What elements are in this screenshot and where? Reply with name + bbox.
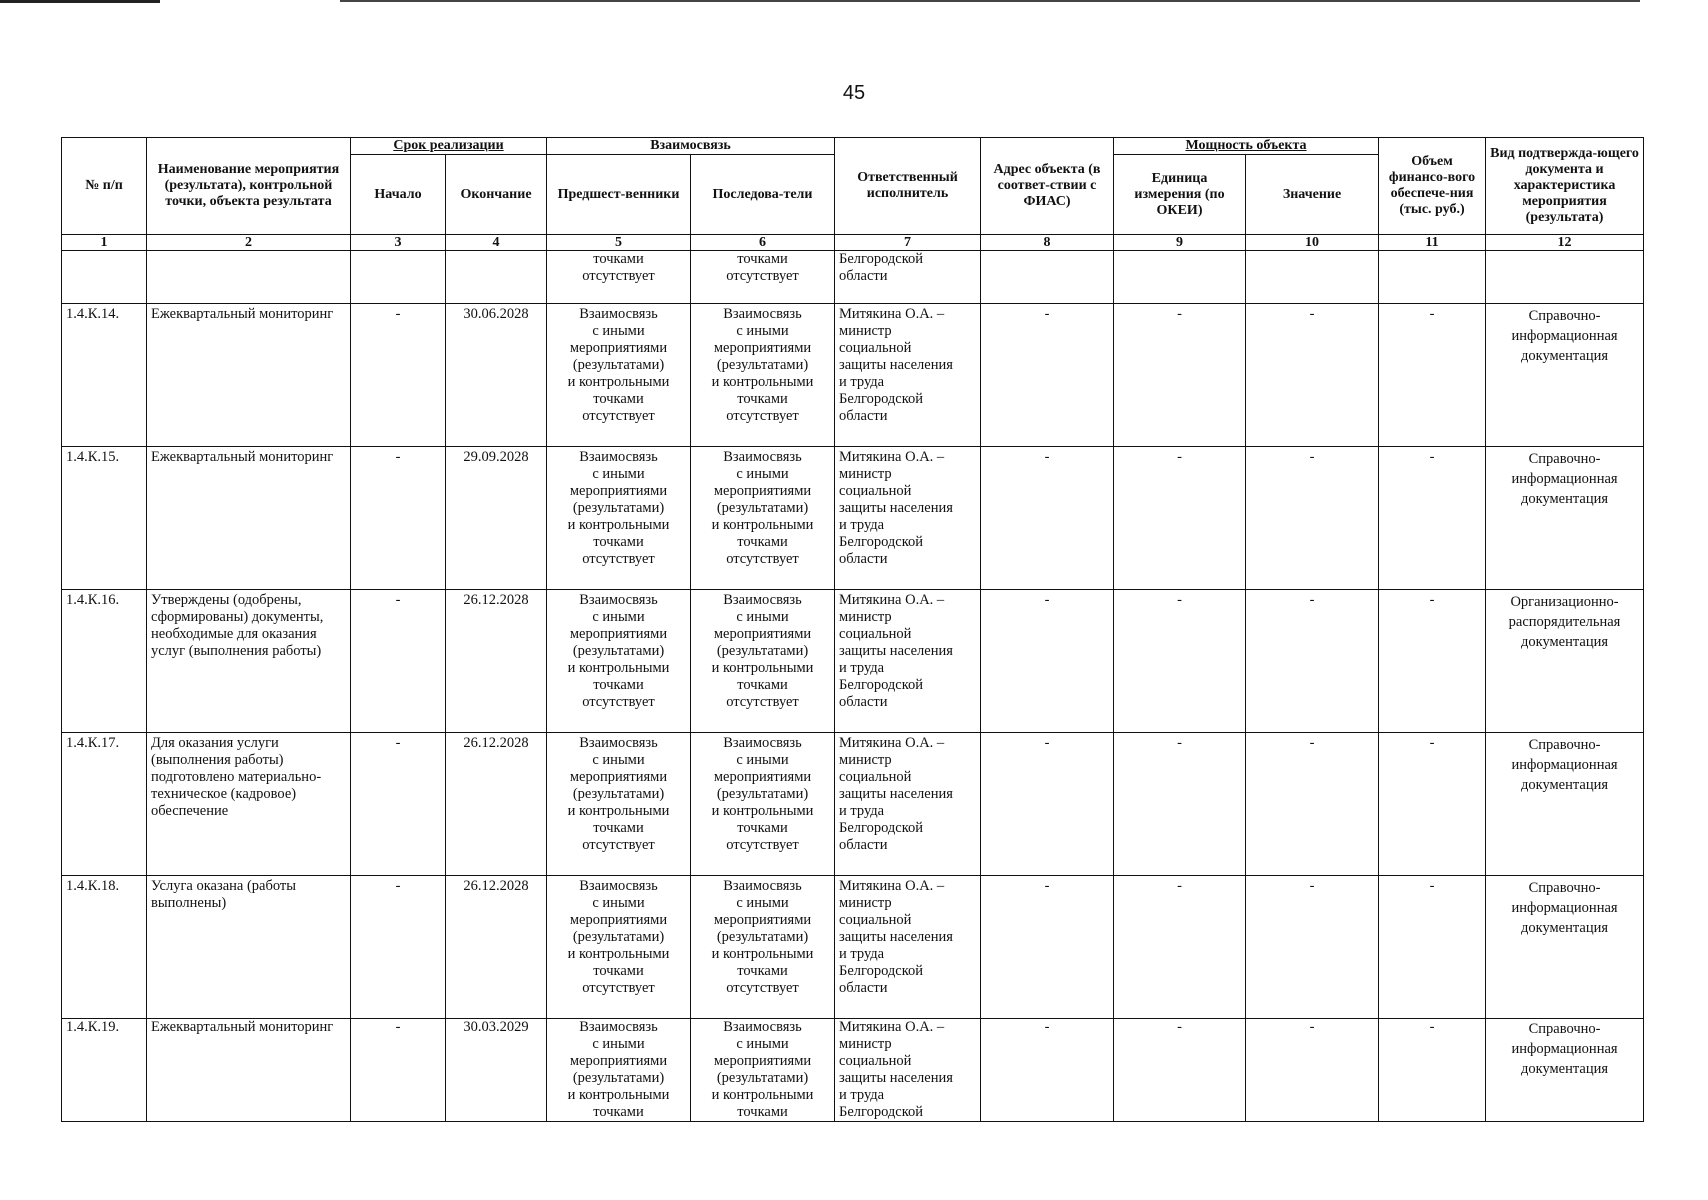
table-row [62, 1019, 1644, 1122]
link-text-line: отсутствует [582, 551, 655, 567]
cell-value [1246, 733, 1379, 876]
link-text-line: с иными [592, 752, 645, 768]
header-doc: Вид подтвержда-ющего документа и характеристика мероприятия (результата) [1486, 138, 1644, 235]
cell-predecessors [547, 304, 691, 447]
header-group-power: Мощность объекта [1114, 138, 1379, 155]
link-text-line: точками [737, 534, 788, 550]
responsible-line: Митякина О.А. – [839, 449, 945, 465]
link-text-line: точками [737, 963, 788, 979]
responsible-line: области [839, 837, 888, 853]
header-succ: Последова-тели [691, 155, 835, 235]
cell-end: 30.03.2029 [446, 1019, 547, 1122]
cell-empty [446, 251, 547, 304]
cell-value [1246, 876, 1379, 1019]
link-text-line: (результатами) [716, 500, 809, 516]
responsible-line: министр [839, 609, 892, 625]
responsible-line: защиты населения [839, 1070, 953, 1086]
cell-successors [691, 876, 835, 1019]
link-text-line: отсутствует [726, 980, 799, 996]
cell-predecessors [547, 590, 691, 733]
link-text-line: мероприятиями [569, 1053, 668, 1069]
cell-number: 1.4.К.17. [62, 733, 147, 876]
document-type-line: документация [1520, 491, 1609, 507]
link-text-line: и контрольными [711, 1087, 814, 1103]
cell-finance [1379, 304, 1486, 447]
link-text-line: и контрольными [711, 517, 814, 533]
link-text-line: (результатами) [572, 929, 665, 945]
responsible-line: социальной [839, 626, 912, 642]
dash-mark: - [1177, 1019, 1182, 1035]
cell-unit [1114, 733, 1246, 876]
link-text-line: отсутствует [726, 551, 799, 567]
link-text-line: и контрольными [567, 660, 670, 676]
cell-empty [147, 251, 351, 304]
dash-mark: - [1044, 735, 1050, 751]
link-text-line: (результатами) [716, 929, 809, 945]
cell-number: 1.4.К.14. [62, 304, 147, 447]
link-text-line: с иными [736, 895, 789, 911]
dash-mark: - [1177, 878, 1182, 894]
link-text-line: с иными [736, 752, 789, 768]
link-text-line: Взаимосвязь [579, 449, 658, 465]
responsible-line: Белгородской [839, 1104, 924, 1120]
link-text-line: мероприятиями [569, 769, 668, 785]
cell-empty [1246, 251, 1379, 304]
column-number: 5 [547, 235, 691, 251]
link-text-line: точками [593, 820, 644, 836]
cell-address [981, 590, 1114, 733]
cell-predecessors [547, 733, 691, 876]
column-number: 10 [1246, 235, 1379, 251]
cell-start: - [351, 304, 446, 447]
dash-mark: - [1044, 1019, 1050, 1035]
link-text-line: (результатами) [716, 786, 809, 802]
responsible-line: и труда [839, 660, 885, 676]
responsible-line: социальной [839, 483, 912, 499]
link-text-line: Взаимосвязь [723, 306, 802, 322]
cell-address [981, 733, 1114, 876]
link-text-line: (результатами) [572, 500, 665, 516]
responsible-line: Белгородской [839, 391, 924, 407]
responsible-line: Митякина О.А. – [839, 306, 945, 322]
cell-responsible [835, 876, 981, 1019]
link-text-line: Взаимосвязь [579, 592, 658, 608]
plan-table [61, 137, 1644, 1122]
cell-value [1246, 1019, 1379, 1122]
responsible-line: Митякина О.А. – [839, 592, 945, 608]
responsible-line: и труда [839, 517, 885, 533]
cell-end: 26.12.2028 [446, 876, 547, 1019]
responsible-line: министр [839, 323, 892, 339]
header-address: Адрес объекта (в соответ-ствии с ФИАС) [981, 138, 1114, 235]
cell-name: Ежеквартальный мониторинг [147, 304, 351, 447]
responsible-line: защиты населения [839, 929, 953, 945]
cell-finance [1379, 590, 1486, 733]
table-row [62, 876, 1644, 1019]
link-text-line: с иными [592, 1036, 645, 1052]
table-row [62, 447, 1644, 590]
link-text-line: точками [593, 677, 644, 693]
responsible-line: Митякина О.А. – [839, 878, 945, 894]
responsible-line: Белгородской [839, 534, 924, 550]
link-text-line: (результатами) [572, 786, 665, 802]
cell-responsible [835, 1019, 981, 1122]
link-text-line: и контрольными [567, 946, 670, 962]
link-text-line: (результатами) [716, 643, 809, 659]
header-finance: Объем финансо-вого обеспече-ния (тыс. руб.) [1379, 138, 1486, 235]
document-type-line: документация [1520, 348, 1609, 364]
responsible-line: социальной [839, 340, 912, 356]
dash-mark: - [1309, 878, 1315, 894]
cell-document-type [1486, 876, 1644, 1019]
header-pred: Предшест-венники [547, 155, 691, 235]
cell-successors [691, 590, 835, 733]
link-text-line: мероприятиями [713, 1053, 812, 1069]
link-text-line: отсутствует [726, 408, 799, 424]
link-text-line: с иными [592, 895, 645, 911]
link-text-line: точками [593, 963, 644, 979]
link-text-line: и контрольными [711, 803, 814, 819]
cell-start: - [351, 590, 446, 733]
header-start: Начало [351, 155, 446, 235]
link-text-line: мероприятиями [569, 626, 668, 642]
cell-successors [691, 733, 835, 876]
link-text-line: с иными [736, 1036, 789, 1052]
cell-start: - [351, 876, 446, 1019]
link-text-line: точками [737, 820, 788, 836]
document-type-line: Справочно- [1528, 308, 1601, 324]
cell-start: - [351, 733, 446, 876]
responsible-line: защиты населения [839, 786, 953, 802]
column-number: 1 [62, 235, 147, 251]
link-text-line: отсутствует [582, 694, 655, 710]
header-end: Окончание [446, 155, 547, 235]
dash-mark: - [1309, 449, 1315, 465]
link-text-line: Взаимосвязь [723, 592, 802, 608]
link-text-line: точками [737, 677, 788, 693]
cell-number: 1.4.К.18. [62, 876, 147, 1019]
cell-finance [1379, 447, 1486, 590]
cell-finance [1379, 733, 1486, 876]
document-type-line: документация [1520, 1061, 1609, 1077]
responsible-line: и труда [839, 374, 885, 390]
responsible-line: Митякина О.А. – [839, 1019, 945, 1035]
document-type-line: информационная [1511, 900, 1618, 916]
document-type-line: информационная [1511, 757, 1618, 773]
responsible-line: области [839, 980, 888, 996]
cell-end: 29.09.2028 [446, 447, 547, 590]
table-row [62, 590, 1644, 733]
cell-unit [1114, 447, 1246, 590]
link-text-line: отсутствует [582, 980, 655, 996]
cell-predecessors [547, 1019, 691, 1122]
table-row [62, 733, 1644, 876]
link-text-line: с иными [736, 466, 789, 482]
link-text-line: и контрольными [711, 946, 814, 962]
scan-edge-left [0, 0, 160, 3]
link-text-line: мероприятиями [713, 340, 812, 356]
dash-mark: - [1044, 306, 1050, 322]
link-text-line: отсутствует [582, 837, 655, 853]
table-row-continuation [62, 251, 1644, 304]
dash-mark: - [1177, 306, 1182, 322]
column-number: 4 [446, 235, 547, 251]
cell-number: 1.4.К.16. [62, 590, 147, 733]
link-text-line: (результатами) [572, 357, 665, 373]
cell-predecessors [547, 876, 691, 1019]
document-type-line: информационная [1511, 1041, 1618, 1057]
link-text-line: отсутствует [726, 694, 799, 710]
cell-name: Ежеквартальный мониторинг [147, 447, 351, 590]
cell-finance [1379, 1019, 1486, 1122]
link-text-line: Взаимосвязь [723, 1019, 802, 1035]
responsible-line: социальной [839, 1053, 912, 1069]
link-text-line: с иными [592, 323, 645, 339]
column-number: 12 [1486, 235, 1644, 251]
dash-mark: - [1429, 592, 1435, 608]
cell-end: 26.12.2028 [446, 733, 547, 876]
link-text-line: Взаимосвязь [579, 878, 658, 894]
link-text-line: отсутствует [726, 837, 799, 853]
dash-mark: - [1429, 449, 1435, 465]
link-text-line: с иными [592, 609, 645, 625]
link-text-line: с иными [736, 609, 789, 625]
responsible-line: министр [839, 895, 892, 911]
dash-mark: - [1309, 735, 1315, 751]
cell-document-type [1486, 590, 1644, 733]
link-text-line: и контрольными [567, 374, 670, 390]
header-group-link: Взаимосвязь [547, 138, 835, 155]
cell-successors [691, 447, 835, 590]
responsible-line: области [839, 408, 888, 424]
document-type-line: информационная [1511, 328, 1618, 344]
dash-mark: - [1044, 878, 1050, 894]
link-text-line: с иными [736, 323, 789, 339]
link-text-line: точками [593, 534, 644, 550]
responsible-line: области [839, 694, 888, 710]
cell-empty [1379, 251, 1486, 304]
header-unit: Единица измерения (по ОКЕИ) [1114, 155, 1246, 235]
cell-number: 1.4.К.19. [62, 1019, 147, 1122]
cell-responsible [835, 590, 981, 733]
cell-address [981, 304, 1114, 447]
cell-address [981, 876, 1114, 1019]
link-text-line: и контрольными [711, 660, 814, 676]
responsible-line: министр [839, 466, 892, 482]
link-text-line: (результатами) [572, 1070, 665, 1086]
link-text-line: Взаимосвязь [723, 449, 802, 465]
cell-value [1246, 590, 1379, 733]
link-text-line: мероприятиями [713, 912, 812, 928]
link-text-line: Взаимосвязь [579, 735, 658, 751]
cell-start: - [351, 447, 446, 590]
column-number: 8 [981, 235, 1114, 251]
link-text-line: мероприятиями [713, 626, 812, 642]
document-type-line: Справочно- [1528, 451, 1601, 467]
link-text-line: мероприятиями [569, 912, 668, 928]
cell-responsible [835, 733, 981, 876]
cell-address [981, 447, 1114, 590]
cell-finance [1379, 876, 1486, 1019]
dash-mark: - [1044, 449, 1050, 465]
dash-mark: - [1044, 592, 1050, 608]
dash-mark: - [1429, 878, 1435, 894]
dash-mark: - [1309, 592, 1315, 608]
link-text-line: Взаимосвязь [723, 735, 802, 751]
dash-mark: - [1309, 1019, 1315, 1035]
link-text-line: мероприятиями [713, 483, 812, 499]
link-text-line: и контрольными [567, 1087, 670, 1103]
column-number: 2 [147, 235, 351, 251]
link-text-line: Взаимосвязь [723, 878, 802, 894]
column-number: 11 [1379, 235, 1486, 251]
link-text-line: (результатами) [716, 357, 809, 373]
document-type-line: распорядительная [1508, 614, 1621, 630]
cell-successors: точками отсутствует [691, 251, 835, 304]
document-type-line: документация [1520, 777, 1609, 793]
responsible-line: социальной [839, 912, 912, 928]
cell-empty [1486, 251, 1644, 304]
cell-successors [691, 1019, 835, 1122]
link-text-line: и контрольными [711, 374, 814, 390]
header-responsible: Ответственный исполнитель [835, 138, 981, 235]
link-text-line: мероприятиями [569, 483, 668, 499]
page-number: 45 [842, 82, 866, 104]
dash-mark: - [1309, 306, 1315, 322]
cell-document-type [1486, 447, 1644, 590]
responsible-line: защиты населения [839, 643, 953, 659]
dash-mark: - [1429, 1019, 1435, 1035]
responsible-line: министр [839, 752, 892, 768]
responsible-line: Митякина О.А. – [839, 735, 945, 751]
link-text-line: точками [737, 391, 788, 407]
cell-responsible [835, 447, 981, 590]
cell-address [981, 1019, 1114, 1122]
document-type-line: Справочно- [1528, 1021, 1601, 1037]
responsible-line: области [839, 551, 888, 567]
document-type-line: Организационно- [1510, 594, 1619, 610]
link-text-line: и контрольными [567, 803, 670, 819]
cell-predecessors: точками отсутствует [547, 251, 691, 304]
dash-mark: - [1429, 735, 1435, 751]
dash-mark: - [1429, 306, 1435, 322]
cell-empty [981, 251, 1114, 304]
cell-document-type [1486, 733, 1644, 876]
cell-unit [1114, 304, 1246, 447]
document-type-line: Справочно- [1528, 737, 1601, 753]
cell-start: - [351, 1019, 446, 1122]
dash-mark: - [1177, 592, 1182, 608]
cell-empty [1114, 251, 1246, 304]
cell-empty [351, 251, 446, 304]
document-type-line: Справочно- [1528, 880, 1601, 896]
cell-unit [1114, 1019, 1246, 1122]
cell-name: Ежеквартальный мониторинг [147, 1019, 351, 1122]
cell-number: 1.4.К.15. [62, 447, 147, 590]
responsible-line: и труда [839, 1087, 885, 1103]
responsible-line: защиты населения [839, 357, 953, 373]
column-number: 6 [691, 235, 835, 251]
scan-edge-right [340, 0, 1640, 2]
responsible-line: Белгородской [839, 677, 924, 693]
cell-responsible [835, 304, 981, 447]
link-text-line: (результатами) [716, 1070, 809, 1086]
document-type-line: информационная [1511, 471, 1618, 487]
link-text-line: мероприятиями [569, 340, 668, 356]
column-number: 7 [835, 235, 981, 251]
dash-mark: - [1177, 735, 1182, 751]
cell-unit [1114, 590, 1246, 733]
link-text-line: (результатами) [572, 643, 665, 659]
link-text-line: с иными [592, 466, 645, 482]
responsible-line: и труда [839, 946, 885, 962]
responsible-line: министр [839, 1036, 892, 1052]
column-number: 3 [351, 235, 446, 251]
header-name: Наименование мероприятия (результата), контрольной точки, объекта результата [147, 138, 351, 235]
header-group-term: Срок реализации [351, 138, 547, 155]
cell-name: Утверждены (одобрены, сформированы) документы, необходимые для оказания услуг (выполнения работы) [147, 590, 351, 733]
header-num: № п/п [62, 138, 147, 235]
cell-value [1246, 304, 1379, 447]
cell-responsible: Белгородской области [835, 251, 981, 304]
document-type-line: документация [1520, 634, 1609, 650]
link-text-line: точками [593, 1104, 644, 1120]
cell-name: Услуга оказана (работы выполнены) [147, 876, 351, 1019]
responsible-line: и труда [839, 803, 885, 819]
responsible-line: защиты населения [839, 500, 953, 516]
table-row [62, 304, 1644, 447]
cell-name: Для оказания услуги (выполнения работы) подготовлено материально-техническое (кадровое) обеспечение [147, 733, 351, 876]
header-value: Значение [1246, 155, 1379, 235]
responsible-line: Белгородской [839, 963, 924, 979]
cell-document-type [1486, 1019, 1644, 1122]
link-text-line: Взаимосвязь [579, 306, 658, 322]
cell-unit [1114, 876, 1246, 1019]
dash-mark: - [1177, 449, 1182, 465]
link-text-line: точками [737, 1104, 788, 1120]
responsible-line: социальной [839, 769, 912, 785]
link-text-line: мероприятиями [713, 769, 812, 785]
cell-successors [691, 304, 835, 447]
cell-document-type [1486, 304, 1644, 447]
document-type-line: документация [1520, 920, 1609, 936]
link-text-line: точками [593, 391, 644, 407]
column-number: 9 [1114, 235, 1246, 251]
cell-empty [62, 251, 147, 304]
link-text-line: и контрольными [567, 517, 670, 533]
link-text-line: отсутствует [582, 408, 655, 424]
cell-predecessors [547, 447, 691, 590]
cell-end: 30.06.2028 [446, 304, 547, 447]
responsible-line: Белгородской [839, 820, 924, 836]
cell-value [1246, 447, 1379, 590]
cell-end: 26.12.2028 [446, 590, 547, 733]
link-text-line: Взаимосвязь [579, 1019, 658, 1035]
